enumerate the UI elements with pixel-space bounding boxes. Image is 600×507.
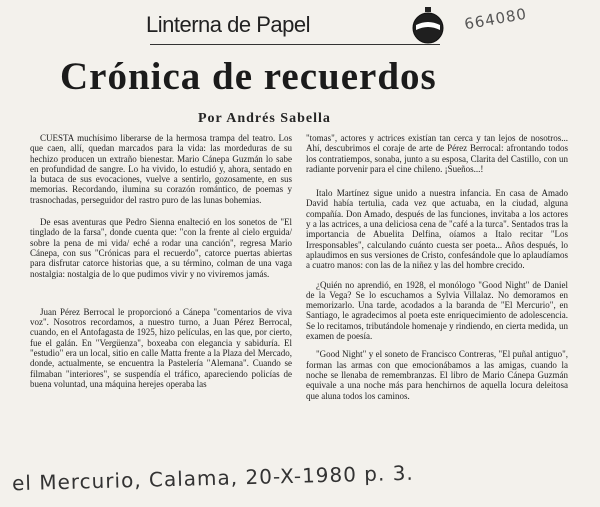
paragraph: Italo Martínez sigue unido a nuestra infancia. En casa de Amado David había tertulia, cada vez que actuaba, en la ciudad, alguna compañía. Don Amado, después de las funciones, invitaba a los actores y a las actrices, a una deliciosa cena de "café a la turca". Sentados tras la importancia de Abuelita Delfina, oíamos a Italo recitar "Los Irresponsables", calculando cuánto cuesta ser poeta... Años después, lo aplaudimos en sus versiones de Cristo, confesándole que lo aplaudíamos a cuatro manos: con las de la niñez y las del hombre crecido.	[306, 188, 568, 271]
paragraph: "tomas", actores y actrices existían tan cerca y tan lejos de nosotros... Ahí, descubrimos el coraje de arte de Pérez Berrocal: afrontando todos los contratiempos, sonaba, junto a su esposa, Clarita del Castillo, con un radiante porvenir para el cine chileno. ¡Sueños...!	[306, 133, 568, 174]
article-byline: Por Andrés Sabella	[198, 111, 331, 126]
handwritten-source-note: el Mercurio, Calama, 20-X-1980 p. 3.	[11, 460, 415, 496]
section-underline	[150, 44, 440, 45]
left-column	[30, 133, 292, 397]
paragraph: ¿Quién no aprendió, en 1928, el monólogo "Good Night" de Daniel de la Vega? Se lo escuchamos a Sylvia Villalaz. No demoramos en memorizarlo. Una tarde, acodados a la baranda de "El Mercurio", en Santiago, le agradecimos al poeta este enriquecimiento de adolescencia. Se lo recitamos, tributándole homenaje y rindiendo, en cierta medida, un examen de poesía.	[306, 279, 568, 342]
paragraph: "Good Night" y el soneto de Francisco Contreras, "El puñal antiguo", forman las armas con que emocionábamos a las amigas, cuando la noche se llenaba de remembranzas. El libro de Mario Cánepa Guzmán equivale a una noche más para henchirnos de aquella locura deleitosa que aluna todos los caminos.	[306, 349, 568, 401]
right-column	[306, 133, 568, 409]
paragraph: Juan Pérez Berrocal le proporcionó a Cánepa "comentarios de viva voz". Nosotros recordamos, a nuestro turno, a Juan Pérez Berrocal, cuando, en el Antofagasta de 1925, hizo películas, en las que, por cierto, fue el galán. En "Vergüenza", boxeaba con elegancia y sabiduría. El "estudio" era un local, sitio en calle Matta frente a la Plaza del Mercado, donde, actualmente, se encuentra la Pastelería "Alemana". Cuando se filmaban "interiores", se suspendía el tráfico, apareciendo policías de buena voluntad, una máquina herejes operaba las	[30, 306, 292, 389]
lantern-icon	[408, 6, 448, 46]
article-title: Crónica de recuerdos	[60, 55, 437, 98]
paragraph: CUESTA muchísimo liberarse de la hermosa trampa del teatro. Los que caen, allí, quedan marcados para la vida: las mordeduras de su hechizo producen un extraño bienestar. Mario Cánepa Guzmán lo sabe en profundidad de sangre. Lo ha vivido, lo estudió y, ahora, sentado en la butaca de sus evocaciones, vuelve a sentirlo, gozosamente, en sus memorias. Recordando, ilumina su corazón romántico, de poemas y trasnochadas, perseguidor del rastro puro de las lunas bohemias.	[30, 133, 292, 205]
handwritten-note: 664080	[462, 4, 529, 34]
paragraph: De esas aventuras que Pedro Sienna enalteció en los sonetos de "El tinglado de la farsa", donde cuenta que: "con la frente al cielo erguida/ sobre la pena de mi vida/ eché a rodar una canción", regresa Mario Cánepa, con sus "Crónicas para el recuerdo", catorce puertas abiertas para disfrutar catorce historias que, a su término, colman de una vaga nostalgia: nostalgia de lo que pudimos vivir y no viviremos jamás.	[30, 217, 292, 279]
section-name: Linterna de Papel	[146, 12, 310, 37]
